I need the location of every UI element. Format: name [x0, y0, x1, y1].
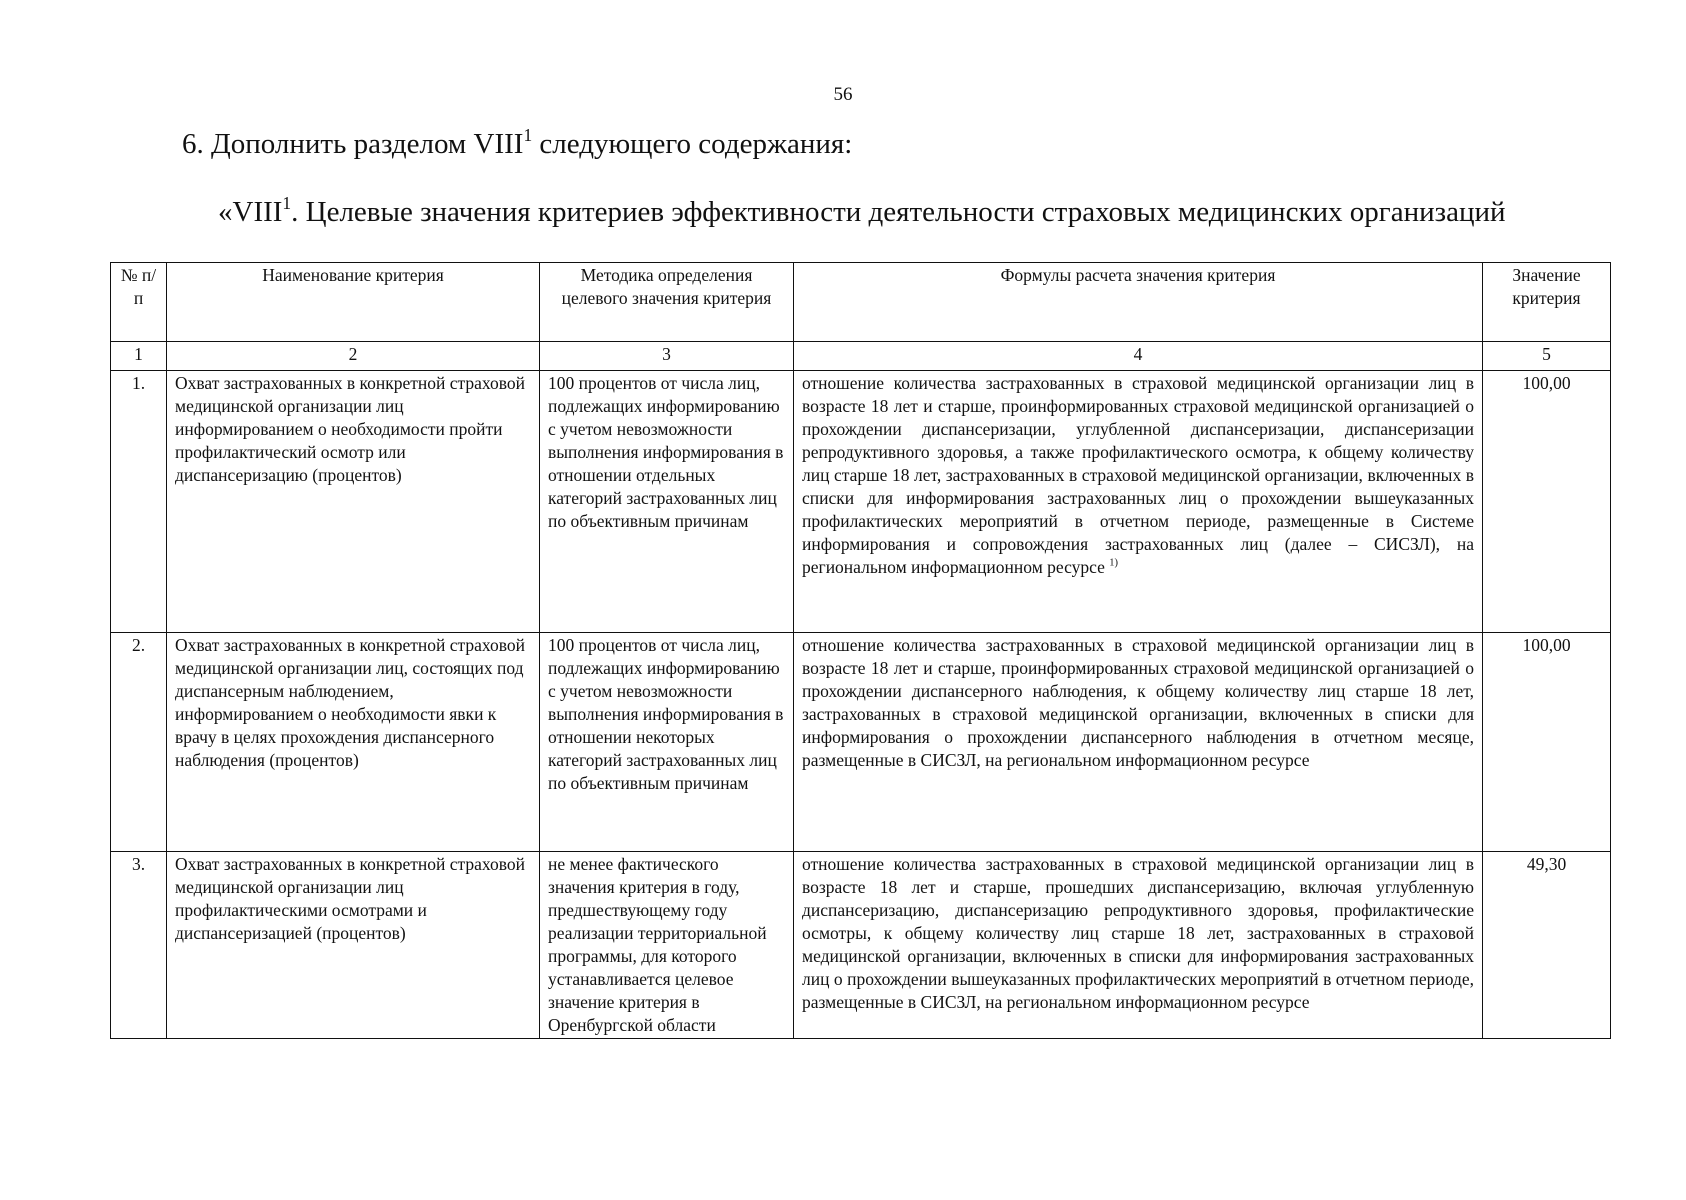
row-number: 2.: [111, 633, 167, 852]
row-number: 1.: [111, 371, 167, 633]
criterion-method: не менее фактического значения критерия в году, предшествующему году реализации территориальной программы, для которого устанавливается целевое значение критерия в Оренбургской области: [540, 852, 794, 1039]
criteria-table: [110, 262, 1611, 1039]
criterion-formula: [794, 371, 1483, 633]
formula-text: отношение количества застрахованных в страховой медицинской организации лиц в возрасте 18 лет и старше, прошедших диспансеризацию, включая углубленную диспансеризацию, диспансеризацию репродуктивного здоровья, профилактические осмотры, к общему количеству лиц старше 18 лет, застрахованных в страховой медицинской организации, включенных в списки для информирования застрахованных лиц о прохождении вышеуказанных профилактических мероприятий в отчетном периоде, размещенные в СИСЗЛ, на региональном информационном ресурсе: [802, 854, 1474, 1012]
header-num: № п/п: [111, 263, 167, 342]
column-number: 4: [794, 342, 1483, 371]
header-method: Методика определения целевого значения критерия: [540, 263, 794, 342]
heading-superscript: 1: [523, 124, 533, 145]
column-number-row: [111, 342, 1611, 371]
page-number: 56: [833, 84, 853, 105]
criterion-method: 100 процентов от числа лиц, подлежащих информированию с учетом невозможности выполнения информирования в отношении некоторых категорий застрахованных лиц по объективным причинам: [540, 633, 794, 852]
criterion-value: 49,30: [1483, 852, 1611, 1039]
criterion-formula: [794, 852, 1483, 1039]
footnote-marker: 1): [1109, 557, 1119, 569]
amendment-heading: [182, 124, 853, 161]
section-superscript: 1: [282, 192, 292, 213]
table-header-row: [111, 263, 1611, 342]
criterion-value: 100,00: [1483, 371, 1611, 633]
section-title: [218, 192, 1506, 229]
header-name: Наименование критерия: [167, 263, 540, 342]
formula-text: отношение количества застрахованных в страховой медицинской организации лиц в возрасте 18 лет и старше, проинформированных страховой медицинской организацией о прохождении диспансеризации, углубленной диспансеризации, диспансеризации репродуктивного здоровья, а также профилактического осмотра, к общему количеству лиц старше 18 лет, застрахованных в страховой медицинской организации, включенных в списки для информирования застрахованных лиц о прохождении вышеуказанных профилактических мероприятий в отчетном периоде, размещенные в Системе информирования и сопровождения застрахованных лиц (далее – СИСЗЛ), на региональном информационном ресурсе: [802, 373, 1474, 577]
heading-rest: следующего содержания:: [532, 128, 853, 160]
row-number: 3.: [111, 852, 167, 1039]
column-number: 1: [111, 342, 167, 371]
criterion-value: 100,00: [1483, 633, 1611, 852]
criterion-name: Охват застрахованных в конкретной страховой медицинской организации лиц информированием о необходимости пройти профилактический осмотр или диспансеризацию (процентов): [167, 371, 540, 633]
header-value: Значение критерия: [1483, 263, 1611, 342]
column-number: 5: [1483, 342, 1611, 371]
criterion-formula: [794, 633, 1483, 852]
criterion-method: 100 процентов от числа лиц, подлежащих информированию с учетом невозможности выполнения информирования в отношении отдельных категорий застрахованных лиц по объективным причинам: [540, 371, 794, 633]
table-row: [111, 371, 1611, 633]
table-row: [111, 852, 1611, 1039]
column-number: 2: [167, 342, 540, 371]
heading-text: 6. Дополнить разделом VIII: [182, 128, 524, 160]
criterion-name: Охват застрахованных в конкретной страховой медицинской организации лиц профилактическими осмотрами и диспансеризацией (процентов): [167, 852, 540, 1039]
table-row: [111, 633, 1611, 852]
criterion-name: Охват застрахованных в конкретной страховой медицинской организации лиц, состоящих под диспансерным наблюдением, информированием о необходимости явки к врачу в целях прохождения диспансерного наблюдения (процентов): [167, 633, 540, 852]
formula-text: отношение количества застрахованных в страховой медицинской организации лиц в возрасте 18 лет и старше, проинформированных страховой медицинской организацией о прохождении диспансерного наблюдения, к общему количеству лиц старше 18 лет, застрахованных в страховой медицинской организации, включенных в списки для информирования о прохождении диспансерного наблюдения в отчетном месяце, размещенные в СИСЗЛ, на региональном информационном ресурсе: [802, 635, 1474, 770]
section-title-text: . Целевые значения критериев эффективности деятельности страховых медицинских организаций: [291, 196, 1506, 228]
column-number: 3: [540, 342, 794, 371]
header-formula: Формулы расчета значения критерия: [794, 263, 1483, 342]
section-prefix: «VIII: [218, 196, 283, 228]
